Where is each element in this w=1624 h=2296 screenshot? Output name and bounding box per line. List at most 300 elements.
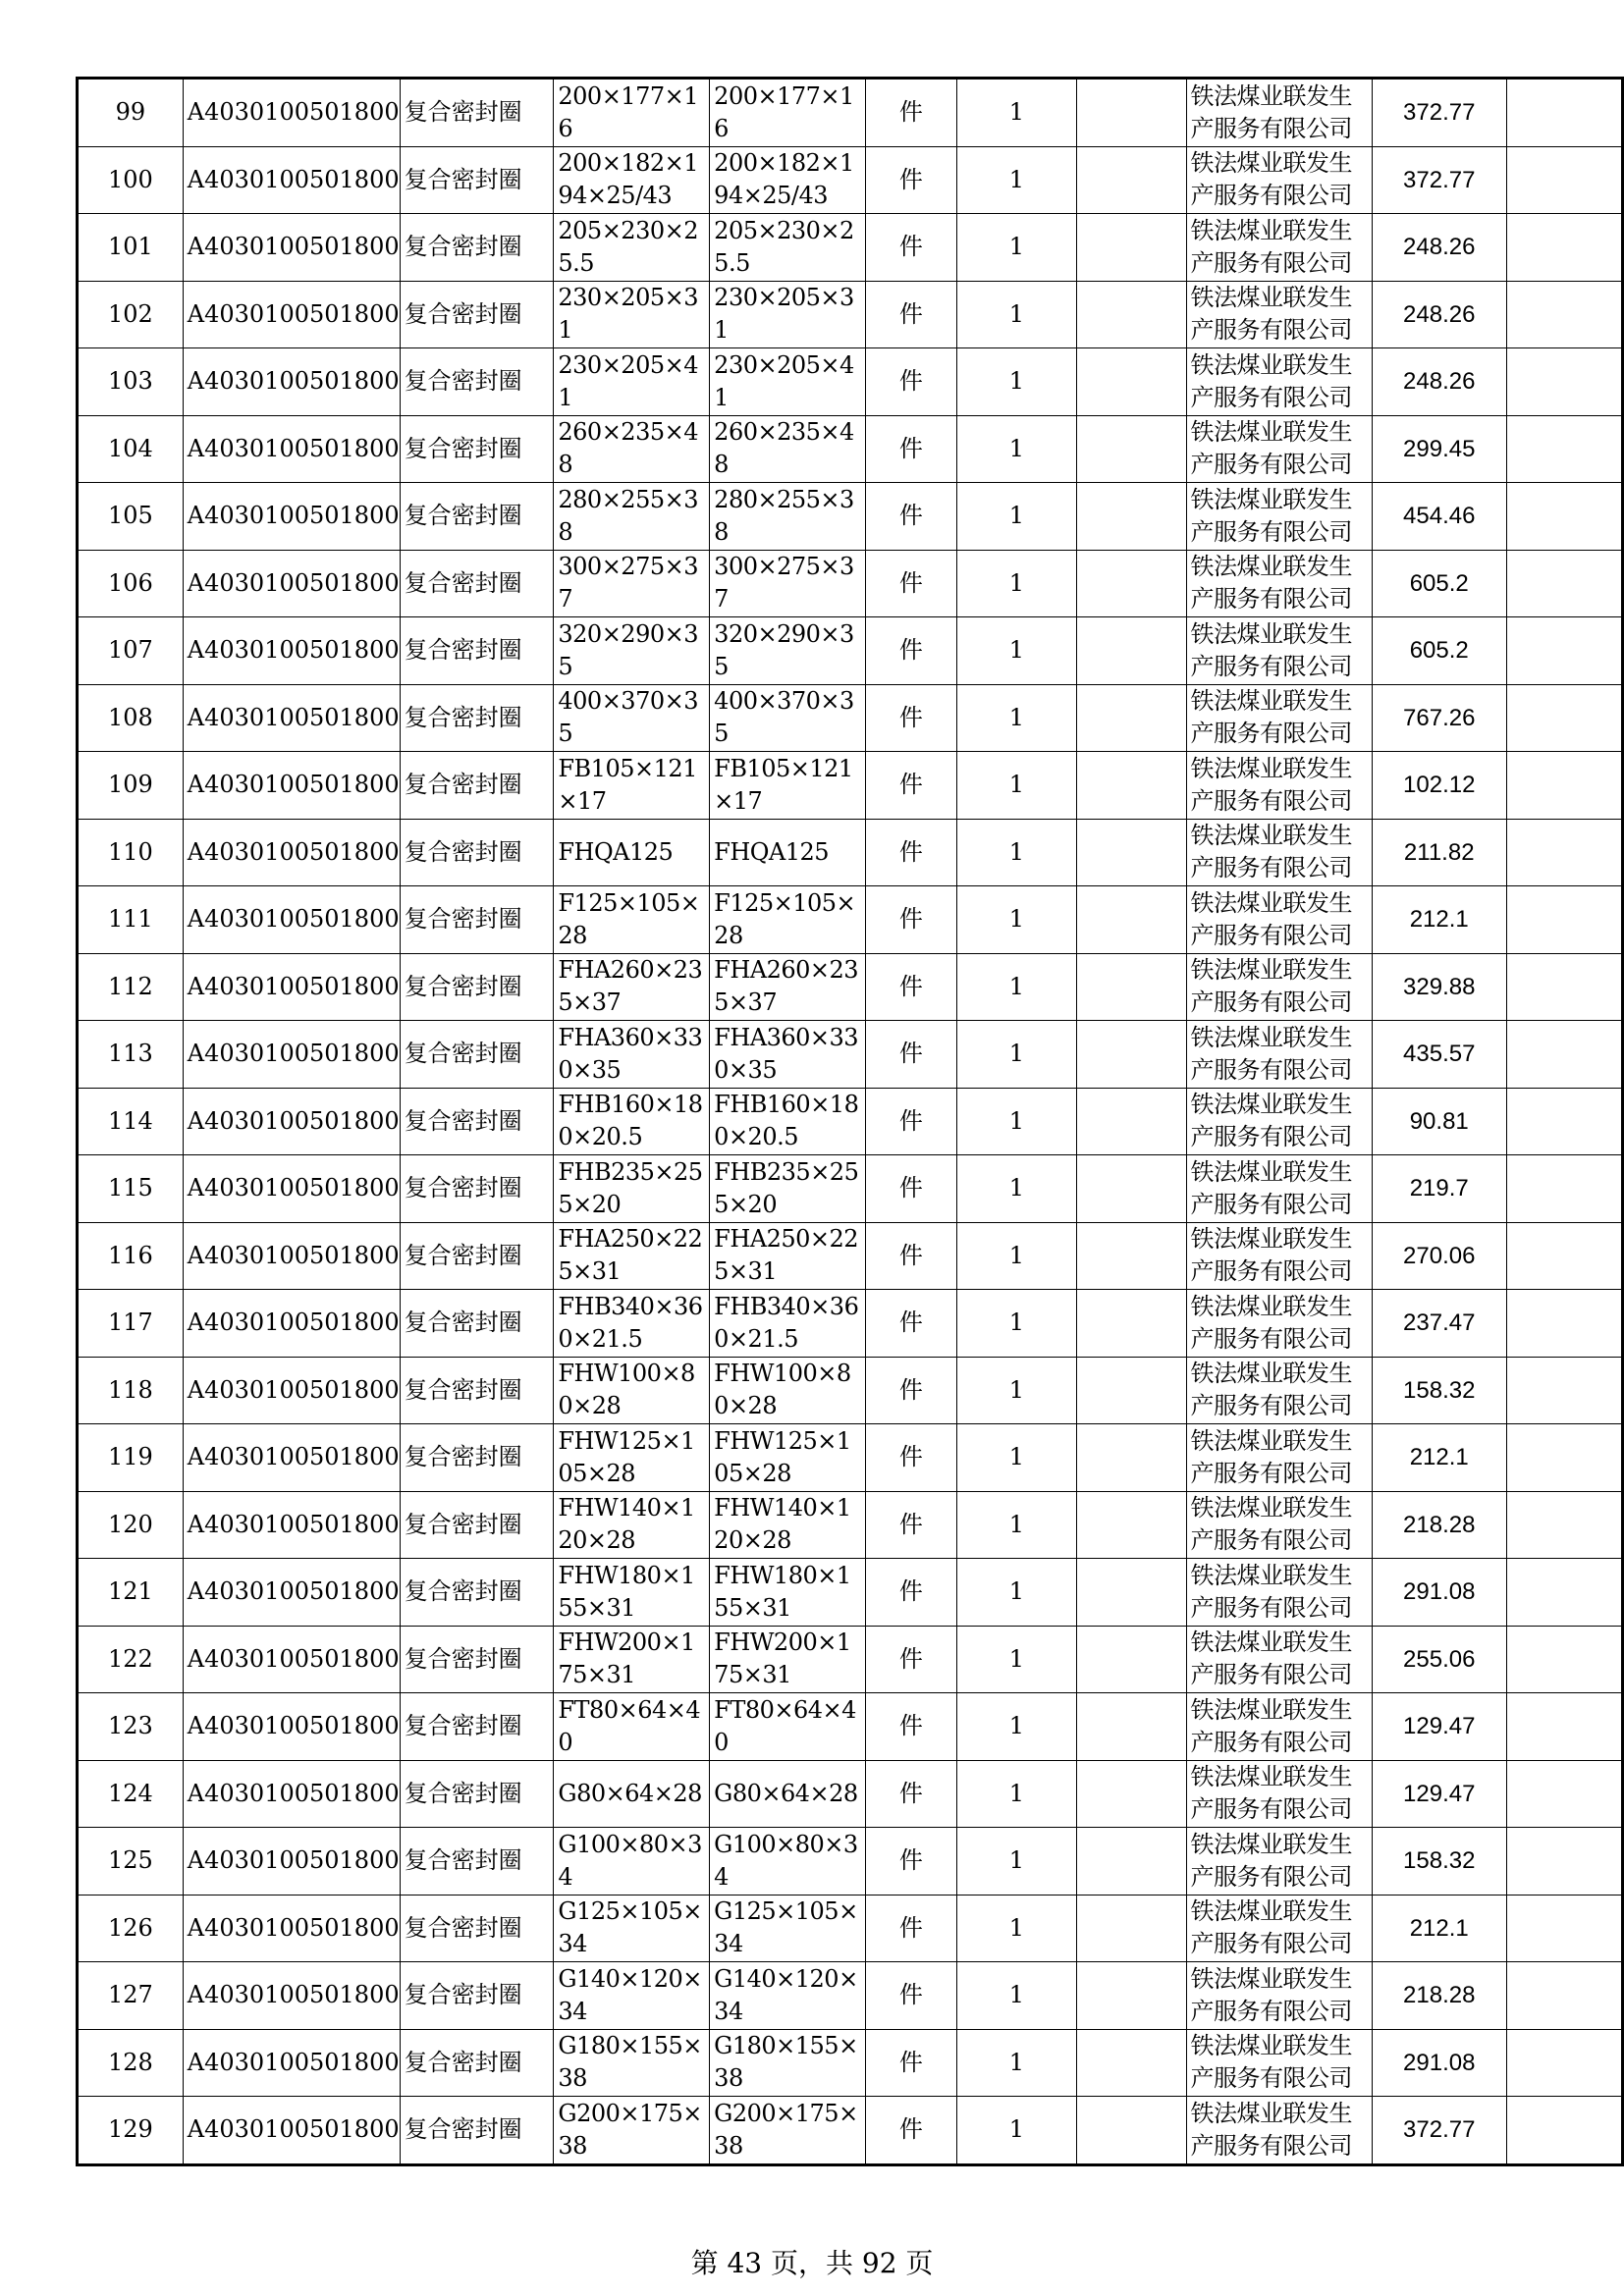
table-row: [78, 886, 1623, 954]
model-cell: FHB235×255×20: [710, 1155, 866, 1223]
row-number-cell: 124: [78, 1760, 184, 1828]
row-number-cell: 120: [78, 1491, 184, 1559]
material-name-cell: 复合密封圈: [400, 684, 554, 752]
supplier-cell: 铁法煤业联发生产服务有限公司: [1186, 214, 1372, 282]
quantity-cell: 1: [956, 146, 1076, 214]
specification-cell: FHA250×225×31: [554, 1222, 710, 1290]
row-number-cell: 112: [78, 953, 184, 1021]
unit-cell: 件: [865, 1424, 956, 1492]
table-row: [78, 684, 1623, 752]
table-row: [78, 1088, 1623, 1155]
model-cell: G180×155×38: [710, 2029, 866, 2097]
material-name-cell: 复合密封圈: [400, 1895, 554, 1962]
supplier-cell: 铁法煤业联发生产服务有限公司: [1186, 1155, 1372, 1223]
note-cell: [1076, 1828, 1186, 1896]
quantity-cell: 1: [956, 1021, 1076, 1089]
note-cell: [1076, 1222, 1186, 1290]
remark-cell: [1506, 1828, 1622, 1896]
model-cell: FT80×64×40: [710, 1693, 866, 1761]
quantity-cell: 1: [956, 617, 1076, 685]
unit-cell: 件: [865, 1290, 956, 1358]
material-name-cell: 复合密封圈: [400, 1559, 554, 1627]
material-name-cell: 复合密封圈: [400, 1021, 554, 1089]
note-cell: [1076, 483, 1186, 551]
material-name-cell: 复合密封圈: [400, 348, 554, 416]
supplier-cell: 铁法煤业联发生产服务有限公司: [1186, 1290, 1372, 1358]
specification-cell: G80×64×28: [554, 1760, 710, 1828]
note-cell: [1076, 1559, 1186, 1627]
supplier-cell: 铁法煤业联发生产服务有限公司: [1186, 2097, 1372, 2165]
specification-cell: FHW140×120×28: [554, 1491, 710, 1559]
material-name-cell: 复合密封圈: [400, 1760, 554, 1828]
table-row: [78, 1357, 1623, 1424]
supplier-cell: 铁法煤业联发生产服务有限公司: [1186, 415, 1372, 483]
material-code-cell: A4030100501800: [183, 617, 400, 685]
specification-cell: FHW180×155×31: [554, 1559, 710, 1627]
model-cell: FHA250×225×31: [710, 1222, 866, 1290]
unit-price-cell: 248.26: [1372, 348, 1506, 416]
specification-cell: FT80×64×40: [554, 1693, 710, 1761]
material-code-cell: A4030100501800: [183, 886, 400, 954]
material-code-cell: A4030100501800: [183, 1693, 400, 1761]
model-cell: FHW180×155×31: [710, 1559, 866, 1627]
remark-cell: [1506, 79, 1622, 147]
model-cell: F125×105×28: [710, 886, 866, 954]
specification-cell: 300×275×37: [554, 550, 710, 617]
unit-price-cell: 454.46: [1372, 483, 1506, 551]
material-code-cell: A4030100501800: [183, 1290, 400, 1358]
table-row: [78, 819, 1623, 886]
quantity-cell: 1: [956, 281, 1076, 348]
unit-cell: 件: [865, 2097, 956, 2165]
row-number-cell: 109: [78, 752, 184, 820]
unit-price-cell: 767.26: [1372, 684, 1506, 752]
table-row: [78, 550, 1623, 617]
unit-price-cell: 212.1: [1372, 1895, 1506, 1962]
material-code-cell: A4030100501800: [183, 1155, 400, 1223]
note-cell: [1076, 1962, 1186, 2030]
specification-cell: 230×205×41: [554, 348, 710, 416]
supplier-cell: 铁法煤业联发生产服务有限公司: [1186, 1222, 1372, 1290]
note-cell: [1076, 684, 1186, 752]
unit-price-cell: 158.32: [1372, 1357, 1506, 1424]
unit-cell: 件: [865, 1828, 956, 1896]
row-number-cell: 101: [78, 214, 184, 282]
model-cell: FHQA125: [710, 819, 866, 886]
model-cell: FB105×121×17: [710, 752, 866, 820]
model-cell: FHB340×360×21.5: [710, 1290, 866, 1358]
page-footer: 第 43 页，共 92 页: [690, 2247, 934, 2279]
table-row: [78, 1559, 1623, 1627]
table-row: [78, 1021, 1623, 1089]
note-cell: [1076, 415, 1186, 483]
unit-cell: 件: [865, 415, 956, 483]
supplier-cell: 铁法煤业联发生产服务有限公司: [1186, 886, 1372, 954]
unit-cell: 件: [865, 1088, 956, 1155]
unit-cell: 件: [865, 79, 956, 147]
unit-cell: 件: [865, 819, 956, 886]
remark-cell: [1506, 146, 1622, 214]
material-code-cell: A4030100501800: [183, 1424, 400, 1492]
row-number-cell: 125: [78, 1828, 184, 1896]
model-cell: 200×182×194×25/43: [710, 146, 866, 214]
quantity-cell: 1: [956, 1155, 1076, 1223]
material-code-cell: A4030100501800: [183, 953, 400, 1021]
table-row: [78, 1491, 1623, 1559]
quantity-cell: 1: [956, 1491, 1076, 1559]
model-cell: 200×177×16: [710, 79, 866, 147]
row-number-cell: 121: [78, 1559, 184, 1627]
supplier-cell: 铁法煤业联发生产服务有限公司: [1186, 1021, 1372, 1089]
remark-cell: [1506, 348, 1622, 416]
row-number-cell: 116: [78, 1222, 184, 1290]
specification-cell: G140×120×34: [554, 1962, 710, 2030]
quantity-cell: 1: [956, 214, 1076, 282]
material-code-cell: A4030100501800: [183, 415, 400, 483]
specification-cell: G180×155×38: [554, 2029, 710, 2097]
unit-price-cell: 90.81: [1372, 1088, 1506, 1155]
specification-cell: FB105×121×17: [554, 752, 710, 820]
model-cell: FHA260×235×37: [710, 953, 866, 1021]
specification-cell: 280×255×38: [554, 483, 710, 551]
unit-cell: 件: [865, 1895, 956, 1962]
specification-cell: FHW200×175×31: [554, 1626, 710, 1693]
note-cell: [1076, 1155, 1186, 1223]
unit-price-cell: 248.26: [1372, 281, 1506, 348]
note-cell: [1076, 617, 1186, 685]
remark-cell: [1506, 483, 1622, 551]
supplier-cell: 铁法煤业联发生产服务有限公司: [1186, 1559, 1372, 1627]
unit-price-cell: 212.1: [1372, 1424, 1506, 1492]
supplier-cell: 铁法煤业联发生产服务有限公司: [1186, 281, 1372, 348]
row-number-cell: 113: [78, 1021, 184, 1089]
quantity-cell: 1: [956, 1222, 1076, 1290]
material-name-cell: 复合密封圈: [400, 617, 554, 685]
remark-cell: [1506, 953, 1622, 1021]
specification-cell: FHA260×235×37: [554, 953, 710, 1021]
material-name-cell: 复合密封圈: [400, 1155, 554, 1223]
unit-price-cell: 372.77: [1372, 79, 1506, 147]
model-cell: 280×255×38: [710, 483, 866, 551]
quantity-cell: 1: [956, 348, 1076, 416]
material-code-cell: A4030100501800: [183, 1222, 400, 1290]
specification-cell: 260×235×48: [554, 415, 710, 483]
material-name-cell: 复合密封圈: [400, 1828, 554, 1896]
material-code-cell: A4030100501800: [183, 1559, 400, 1627]
material-name-cell: 复合密封圈: [400, 483, 554, 551]
row-number-cell: 103: [78, 348, 184, 416]
note-cell: [1076, 1760, 1186, 1828]
specification-cell: FHW125×105×28: [554, 1424, 710, 1492]
supplier-cell: 铁法煤业联发生产服务有限公司: [1186, 819, 1372, 886]
model-cell: FHB160×180×20.5: [710, 1088, 866, 1155]
unit-cell: 件: [865, 684, 956, 752]
supplier-cell: 铁法煤业联发生产服务有限公司: [1186, 1088, 1372, 1155]
table-row: [78, 281, 1623, 348]
remark-cell: [1506, 550, 1622, 617]
quantity-cell: 1: [956, 1962, 1076, 2030]
unit-price-cell: 219.7: [1372, 1155, 1506, 1223]
material-name-cell: 复合密封圈: [400, 2029, 554, 2097]
model-cell: 300×275×37: [710, 550, 866, 617]
row-number-cell: 119: [78, 1424, 184, 1492]
model-cell: FHW125×105×28: [710, 1424, 866, 1492]
remark-cell: [1506, 1021, 1622, 1089]
quantity-cell: 1: [956, 1693, 1076, 1761]
row-number-cell: 99: [78, 79, 184, 147]
supplier-cell: 铁法煤业联发生产服务有限公司: [1186, 1828, 1372, 1896]
note-cell: [1076, 348, 1186, 416]
supplier-cell: 铁法煤业联发生产服务有限公司: [1186, 348, 1372, 416]
note-cell: [1076, 1088, 1186, 1155]
specification-cell: FHB160×180×20.5: [554, 1088, 710, 1155]
quantity-cell: 1: [956, 819, 1076, 886]
model-cell: 205×230×25.5: [710, 214, 866, 282]
remark-cell: [1506, 1290, 1622, 1358]
unit-price-cell: 299.45: [1372, 415, 1506, 483]
material-code-cell: A4030100501800: [183, 1021, 400, 1089]
supplier-cell: 铁法煤业联发生产服务有限公司: [1186, 953, 1372, 1021]
model-cell: FHW200×175×31: [710, 1626, 866, 1693]
remark-cell: [1506, 886, 1622, 954]
note-cell: [1076, 1021, 1186, 1089]
table-row: [78, 2097, 1623, 2165]
material-code-cell: A4030100501800: [183, 214, 400, 282]
quantity-cell: 1: [956, 953, 1076, 1021]
table-row: [78, 617, 1623, 685]
row-number-cell: 107: [78, 617, 184, 685]
material-name-cell: 复合密封圈: [400, 1290, 554, 1358]
note-cell: [1076, 752, 1186, 820]
model-cell: FHW140×120×28: [710, 1491, 866, 1559]
model-cell: 230×205×31: [710, 281, 866, 348]
table-row: [78, 483, 1623, 551]
material-name-cell: 复合密封圈: [400, 415, 554, 483]
table-row: [78, 1693, 1623, 1761]
row-number-cell: 126: [78, 1895, 184, 1962]
remark-cell: [1506, 1962, 1622, 2030]
model-cell: G125×105×34: [710, 1895, 866, 1962]
note-cell: [1076, 1424, 1186, 1492]
table-row: [78, 1828, 1623, 1896]
unit-cell: 件: [865, 1491, 956, 1559]
material-name-cell: 复合密封圈: [400, 752, 554, 820]
quantity-cell: 1: [956, 1559, 1076, 1627]
specification-cell: F125×105×28: [554, 886, 710, 954]
unit-cell: 件: [865, 281, 956, 348]
row-number-cell: 114: [78, 1088, 184, 1155]
note-cell: [1076, 953, 1186, 1021]
unit-cell: 件: [865, 214, 956, 282]
material-name-cell: 复合密封圈: [400, 1962, 554, 2030]
table-row: [78, 1222, 1623, 1290]
table-row: [78, 752, 1623, 820]
note-cell: [1076, 2029, 1186, 2097]
material-code-cell: A4030100501800: [183, 146, 400, 214]
material-code-cell: A4030100501800: [183, 79, 400, 147]
unit-cell: 件: [865, 348, 956, 416]
unit-cell: 件: [865, 752, 956, 820]
material-code-cell: A4030100501800: [183, 1088, 400, 1155]
quantity-cell: 1: [956, 1290, 1076, 1358]
material-name-cell: 复合密封圈: [400, 214, 554, 282]
quantity-cell: 1: [956, 483, 1076, 551]
supplier-cell: 铁法煤业联发生产服务有限公司: [1186, 1357, 1372, 1424]
table-row: [78, 348, 1623, 416]
unit-cell: 件: [865, 483, 956, 551]
note-cell: [1076, 1357, 1186, 1424]
table-row: [78, 1290, 1623, 1358]
note-cell: [1076, 550, 1186, 617]
unit-price-cell: 211.82: [1372, 819, 1506, 886]
note-cell: [1076, 1895, 1186, 1962]
supplier-cell: 铁法煤业联发生产服务有限公司: [1186, 752, 1372, 820]
row-number-cell: 100: [78, 146, 184, 214]
quantity-cell: 1: [956, 1760, 1076, 1828]
material-name-cell: 复合密封圈: [400, 281, 554, 348]
quantity-cell: 1: [956, 1626, 1076, 1693]
unit-cell: 件: [865, 2029, 956, 2097]
model-cell: FHA360×330×35: [710, 1021, 866, 1089]
material-code-cell: A4030100501800: [183, 684, 400, 752]
remark-cell: [1506, 2029, 1622, 2097]
unit-price-cell: 129.47: [1372, 1693, 1506, 1761]
note-cell: [1076, 281, 1186, 348]
table-row: [78, 146, 1623, 214]
unit-price-cell: 372.77: [1372, 146, 1506, 214]
unit-price-cell: 435.57: [1372, 1021, 1506, 1089]
row-number-cell: 105: [78, 483, 184, 551]
material-name-cell: 复合密封圈: [400, 886, 554, 954]
material-code-cell: A4030100501800: [183, 819, 400, 886]
quantity-cell: 1: [956, 752, 1076, 820]
material-code-cell: A4030100501800: [183, 1491, 400, 1559]
row-number-cell: 117: [78, 1290, 184, 1358]
material-code-cell: A4030100501800: [183, 483, 400, 551]
table-row: [78, 1155, 1623, 1223]
note-cell: [1076, 214, 1186, 282]
row-number-cell: 129: [78, 2097, 184, 2165]
specification-cell: G125×105×34: [554, 1895, 710, 1962]
quantity-cell: 1: [956, 684, 1076, 752]
unit-cell: 件: [865, 617, 956, 685]
material-name-cell: 复合密封圈: [400, 146, 554, 214]
supplier-cell: 铁法煤业联发生产服务有限公司: [1186, 1626, 1372, 1693]
row-number-cell: 102: [78, 281, 184, 348]
material-name-cell: 复合密封圈: [400, 819, 554, 886]
remark-cell: [1506, 1491, 1622, 1559]
material-code-cell: A4030100501800: [183, 2029, 400, 2097]
remark-cell: [1506, 1357, 1622, 1424]
table-row: [78, 1895, 1623, 1962]
quantity-cell: 1: [956, 79, 1076, 147]
unit-price-cell: 218.28: [1372, 1962, 1506, 2030]
table-row: [78, 953, 1623, 1021]
row-number-cell: 128: [78, 2029, 184, 2097]
unit-cell: 件: [865, 1626, 956, 1693]
material-name-cell: 复合密封圈: [400, 953, 554, 1021]
material-name-cell: 复合密封圈: [400, 550, 554, 617]
remark-cell: [1506, 415, 1622, 483]
remark-cell: [1506, 1760, 1622, 1828]
note-cell: [1076, 1290, 1186, 1358]
material-name-cell: 复合密封圈: [400, 1357, 554, 1424]
specification-cell: G100×80×34: [554, 1828, 710, 1896]
row-number-cell: 104: [78, 415, 184, 483]
row-number-cell: 127: [78, 1962, 184, 2030]
remark-cell: [1506, 1895, 1622, 1962]
specification-cell: 230×205×31: [554, 281, 710, 348]
specification-cell: 400×370×35: [554, 684, 710, 752]
supplier-cell: 铁法煤业联发生产服务有限公司: [1186, 79, 1372, 147]
row-number-cell: 118: [78, 1357, 184, 1424]
quantity-cell: 1: [956, 1357, 1076, 1424]
unit-cell: 件: [865, 1357, 956, 1424]
remark-cell: [1506, 617, 1622, 685]
unit-cell: 件: [865, 1693, 956, 1761]
material-name-cell: 复合密封圈: [400, 79, 554, 147]
remark-cell: [1506, 281, 1622, 348]
unit-price-cell: 291.08: [1372, 1559, 1506, 1627]
unit-cell: 件: [865, 886, 956, 954]
note-cell: [1076, 886, 1186, 954]
table-row: [78, 1962, 1623, 2030]
supplier-cell: 铁法煤业联发生产服务有限公司: [1186, 550, 1372, 617]
row-number-cell: 115: [78, 1155, 184, 1223]
remark-cell: [1506, 2097, 1622, 2165]
model-cell: 230×205×41: [710, 348, 866, 416]
unit-price-cell: 102.12: [1372, 752, 1506, 820]
remark-cell: [1506, 1693, 1622, 1761]
unit-cell: 件: [865, 1962, 956, 2030]
note-cell: [1076, 146, 1186, 214]
quantity-cell: 1: [956, 1895, 1076, 1962]
material-name-cell: 复合密封圈: [400, 1424, 554, 1492]
row-number-cell: 106: [78, 550, 184, 617]
material-code-cell: A4030100501800: [183, 348, 400, 416]
unit-price-cell: 291.08: [1372, 2029, 1506, 2097]
price-table: [76, 77, 1624, 2166]
specification-cell: G200×175×38: [554, 2097, 710, 2165]
material-code-cell: A4030100501800: [183, 1962, 400, 2030]
model-cell: 400×370×35: [710, 684, 866, 752]
remark-cell: [1506, 1559, 1622, 1627]
specification-cell: FHQA125: [554, 819, 710, 886]
note-cell: [1076, 1693, 1186, 1761]
remark-cell: [1506, 1424, 1622, 1492]
table-row: [78, 79, 1623, 147]
supplier-cell: 铁法煤业联发生产服务有限公司: [1186, 146, 1372, 214]
supplier-cell: 铁法煤业联发生产服务有限公司: [1186, 1962, 1372, 2030]
material-code-cell: A4030100501800: [183, 1626, 400, 1693]
material-code-cell: A4030100501800: [183, 2097, 400, 2165]
remark-cell: [1506, 819, 1622, 886]
quantity-cell: 1: [956, 550, 1076, 617]
supplier-cell: 铁法煤业联发生产服务有限公司: [1186, 483, 1372, 551]
material-name-cell: 复合密封圈: [400, 1693, 554, 1761]
material-code-cell: A4030100501800: [183, 1828, 400, 1896]
unit-price-cell: 212.1: [1372, 886, 1506, 954]
quantity-cell: 1: [956, 415, 1076, 483]
note-cell: [1076, 1626, 1186, 1693]
supplier-cell: 铁法煤业联发生产服务有限公司: [1186, 617, 1372, 685]
note-cell: [1076, 1491, 1186, 1559]
model-cell: 260×235×48: [710, 415, 866, 483]
unit-price-cell: 329.88: [1372, 953, 1506, 1021]
unit-price-cell: 255.06: [1372, 1626, 1506, 1693]
material-name-cell: 复合密封圈: [400, 1491, 554, 1559]
unit-price-cell: 270.06: [1372, 1222, 1506, 1290]
